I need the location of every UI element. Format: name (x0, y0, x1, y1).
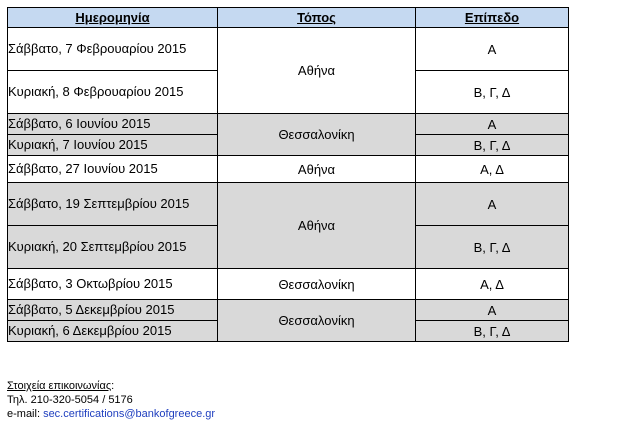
contact-label-line: Στοιχεία επικοινωνίας: (7, 380, 115, 392)
date-cell: Σάββατο, 27 Ιουνίου 2015 (8, 156, 218, 183)
header-place: Τόπος (218, 8, 416, 28)
level-cell: Β, Γ, Δ (416, 135, 569, 156)
date-cell: Σάββατο, 6 Ιουνίου 2015 (8, 114, 218, 135)
table-row (8, 28, 569, 71)
level-cell: Α (416, 183, 569, 226)
date-cell: Σάββατο, 19 Σεπτεμβρίου 2015 (8, 183, 218, 226)
table-row (8, 269, 569, 300)
table-row (8, 156, 569, 183)
table-row (8, 300, 569, 321)
exam-schedule-table (7, 7, 569, 342)
level-cell: Β, Γ, Δ (416, 226, 569, 269)
place-cell: Θεσσαλονίκη (218, 114, 416, 156)
place-cell: Αθήνα (218, 156, 416, 183)
place-cell: Αθήνα (218, 183, 416, 269)
date-cell: Κυριακή, 20 Σεπτεμβρίου 2015 (8, 226, 218, 269)
level-cell: Α, Δ (416, 269, 569, 300)
level-cell: Α, Δ (416, 156, 569, 183)
level-cell: Α (416, 28, 569, 71)
date-cell: Κυριακή, 8 Φεβρουαρίου 2015 (8, 71, 218, 114)
level-cell: Α (416, 300, 569, 321)
header-date: Ημερομηνία (8, 8, 218, 28)
level-cell: Β, Γ, Δ (416, 71, 569, 114)
date-cell: Σάββατο, 5 Δεκεμβρίου 2015 (8, 300, 218, 321)
place-cell: Θεσσαλονίκη (218, 300, 416, 342)
header-level: Επίπεδο (416, 8, 569, 28)
level-cell: Β, Γ, Δ (416, 321, 569, 342)
date-cell: Κυριακή, 7 Ιουνίου 2015 (8, 135, 218, 156)
contact-info (7, 379, 215, 421)
table-row (8, 114, 569, 135)
email-prefix: e-mail: (7, 408, 44, 420)
place-cell: Θεσσαλονίκη (218, 269, 416, 300)
contact-label: Στοιχεία επικοινωνίας (7, 380, 112, 392)
contact-email-line (7, 407, 215, 421)
date-cell: Κυριακή, 6 Δεκεμβρίου 2015 (8, 321, 218, 342)
email-link[interactable]: sec.certifications@bankofgreece.gr (43, 408, 216, 420)
table-header-row (8, 8, 569, 28)
level-cell: Α (416, 114, 569, 135)
date-cell: Σάββατο, 3 Οκτωβρίου 2015 (8, 269, 218, 300)
date-cell: Σάββατο, 7 Φεβρουαρίου 2015 (8, 28, 218, 71)
place-cell: Αθήνα (218, 28, 416, 114)
contact-phone: Τηλ. 210-320-5054 / 5176 (7, 394, 133, 406)
table-row (8, 183, 569, 226)
